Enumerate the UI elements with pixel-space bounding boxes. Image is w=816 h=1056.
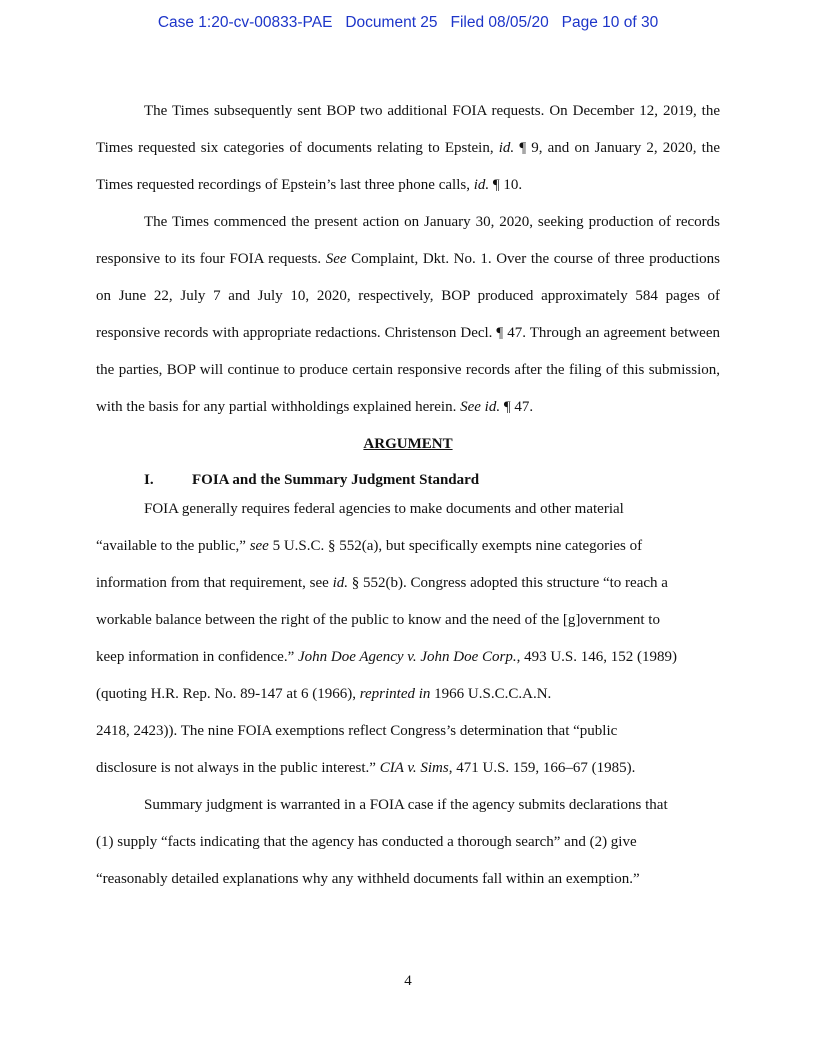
- citation-signal: See: [325, 251, 347, 267]
- text-run: “available to the public,”: [96, 538, 250, 554]
- text-run: Complaint, Dkt. No. 1. Over the course of three productions on June 22, July 7 and July 10, 2020, respectively, BOP produced approximately 584 pages of responsive records with appropriate redactions. Christenson Decl. ¶ 47. Through an agreement between the parties, BOP will continue to produce certain responsive records after the filing of this submission, with the basis for any partial withholdings explained herein.: [96, 251, 721, 415]
- document-number: Document 25: [345, 14, 438, 31]
- section-heading-argument: ARGUMENT: [363, 436, 453, 452]
- text-run: ¶ 10.: [489, 177, 523, 193]
- paragraph-foia-requests: [96, 93, 720, 204]
- paragraph-line: [96, 528, 720, 565]
- text-run: § 552(b). Congress adopted this structure “to reach a: [348, 575, 668, 591]
- citation-id: id.: [473, 177, 490, 193]
- text-run: , 493 U.S. 146, 152 (1989): [516, 649, 677, 665]
- paragraph-line: 2418, 2423)). The nine FOIA exemptions reflect Congress’s determination that “public: [96, 723, 618, 739]
- text-run: keep information in confidence.”: [96, 649, 299, 665]
- paragraph-present-action: [96, 204, 720, 426]
- filed-date: Filed 08/05/20: [450, 14, 549, 31]
- paragraph-line: [96, 639, 720, 676]
- ecf-header: [0, 14, 816, 32]
- paragraph-line: [96, 676, 720, 713]
- paragraph-line: [96, 565, 720, 602]
- text-run: 5 U.S.C. § 552(a), but specifically exempts nine categories of: [268, 538, 643, 554]
- paragraph-line: Summary judgment is warranted in a FOIA case if the agency submits declarations that: [144, 797, 668, 813]
- subheading-title: FOIA and the Summary Judgment Standard: [192, 472, 480, 488]
- citation-id: id.: [332, 575, 349, 591]
- text-run: (quoting H.R. Rep. No. 89-147 at 6 (1966),: [96, 686, 360, 702]
- text-run: ¶ 9, and on January 2, 2020, the Times requested recordings of Epstein’s last three phone calls,: [96, 140, 720, 193]
- text-run: information from that requirement, see: [96, 575, 333, 591]
- paragraph-line: (1) supply “facts indicating that the agency has conducted a thorough search” and (2) give: [96, 834, 637, 850]
- citation-see-id: See id.: [460, 399, 501, 415]
- text-run: The Times commenced the present action on January 30, 2020, seeking production of records responsive to its four FOIA requests.: [96, 214, 720, 267]
- citation-signal: reprinted in: [359, 686, 431, 702]
- text-run: The Times subsequently sent BOP two additional FOIA requests. On December 12, 2019, the Times requested six categories of documents relating to Epstein,: [96, 103, 720, 156]
- text-run: 1966 U.S.C.C.A.N.: [430, 686, 552, 702]
- subheading-number: I.: [144, 472, 154, 488]
- document-body: [96, 93, 720, 500]
- paragraph-line: “reasonably detailed explanations why any withheld documents fall within an exemption.”: [96, 871, 640, 887]
- case-name: John Doe Agency v. John Doe Corp.: [298, 649, 517, 665]
- text-run: disclosure is not always in the public interest.”: [96, 760, 380, 776]
- paragraph-line: FOIA generally requires federal agencies to make documents and other material: [144, 501, 624, 517]
- case-number: Case 1:20-cv-00833-PAE: [157, 14, 333, 31]
- citation-signal: see: [249, 538, 269, 554]
- paragraph-line: workable balance between the right of the public to know and the need of the [g]overnment to: [96, 612, 660, 628]
- text-run: ¶ 47.: [500, 399, 534, 415]
- text-run: , 471 U.S. 159, 166–67 (1985).: [448, 760, 636, 776]
- document-body-continued: [96, 491, 720, 898]
- paragraph-line: [96, 750, 720, 787]
- case-name: CIA v. Sims: [379, 760, 449, 776]
- page-number: 4: [404, 973, 412, 989]
- page-indicator: Page 10 of 30: [561, 14, 659, 31]
- citation-id: id.: [498, 140, 515, 156]
